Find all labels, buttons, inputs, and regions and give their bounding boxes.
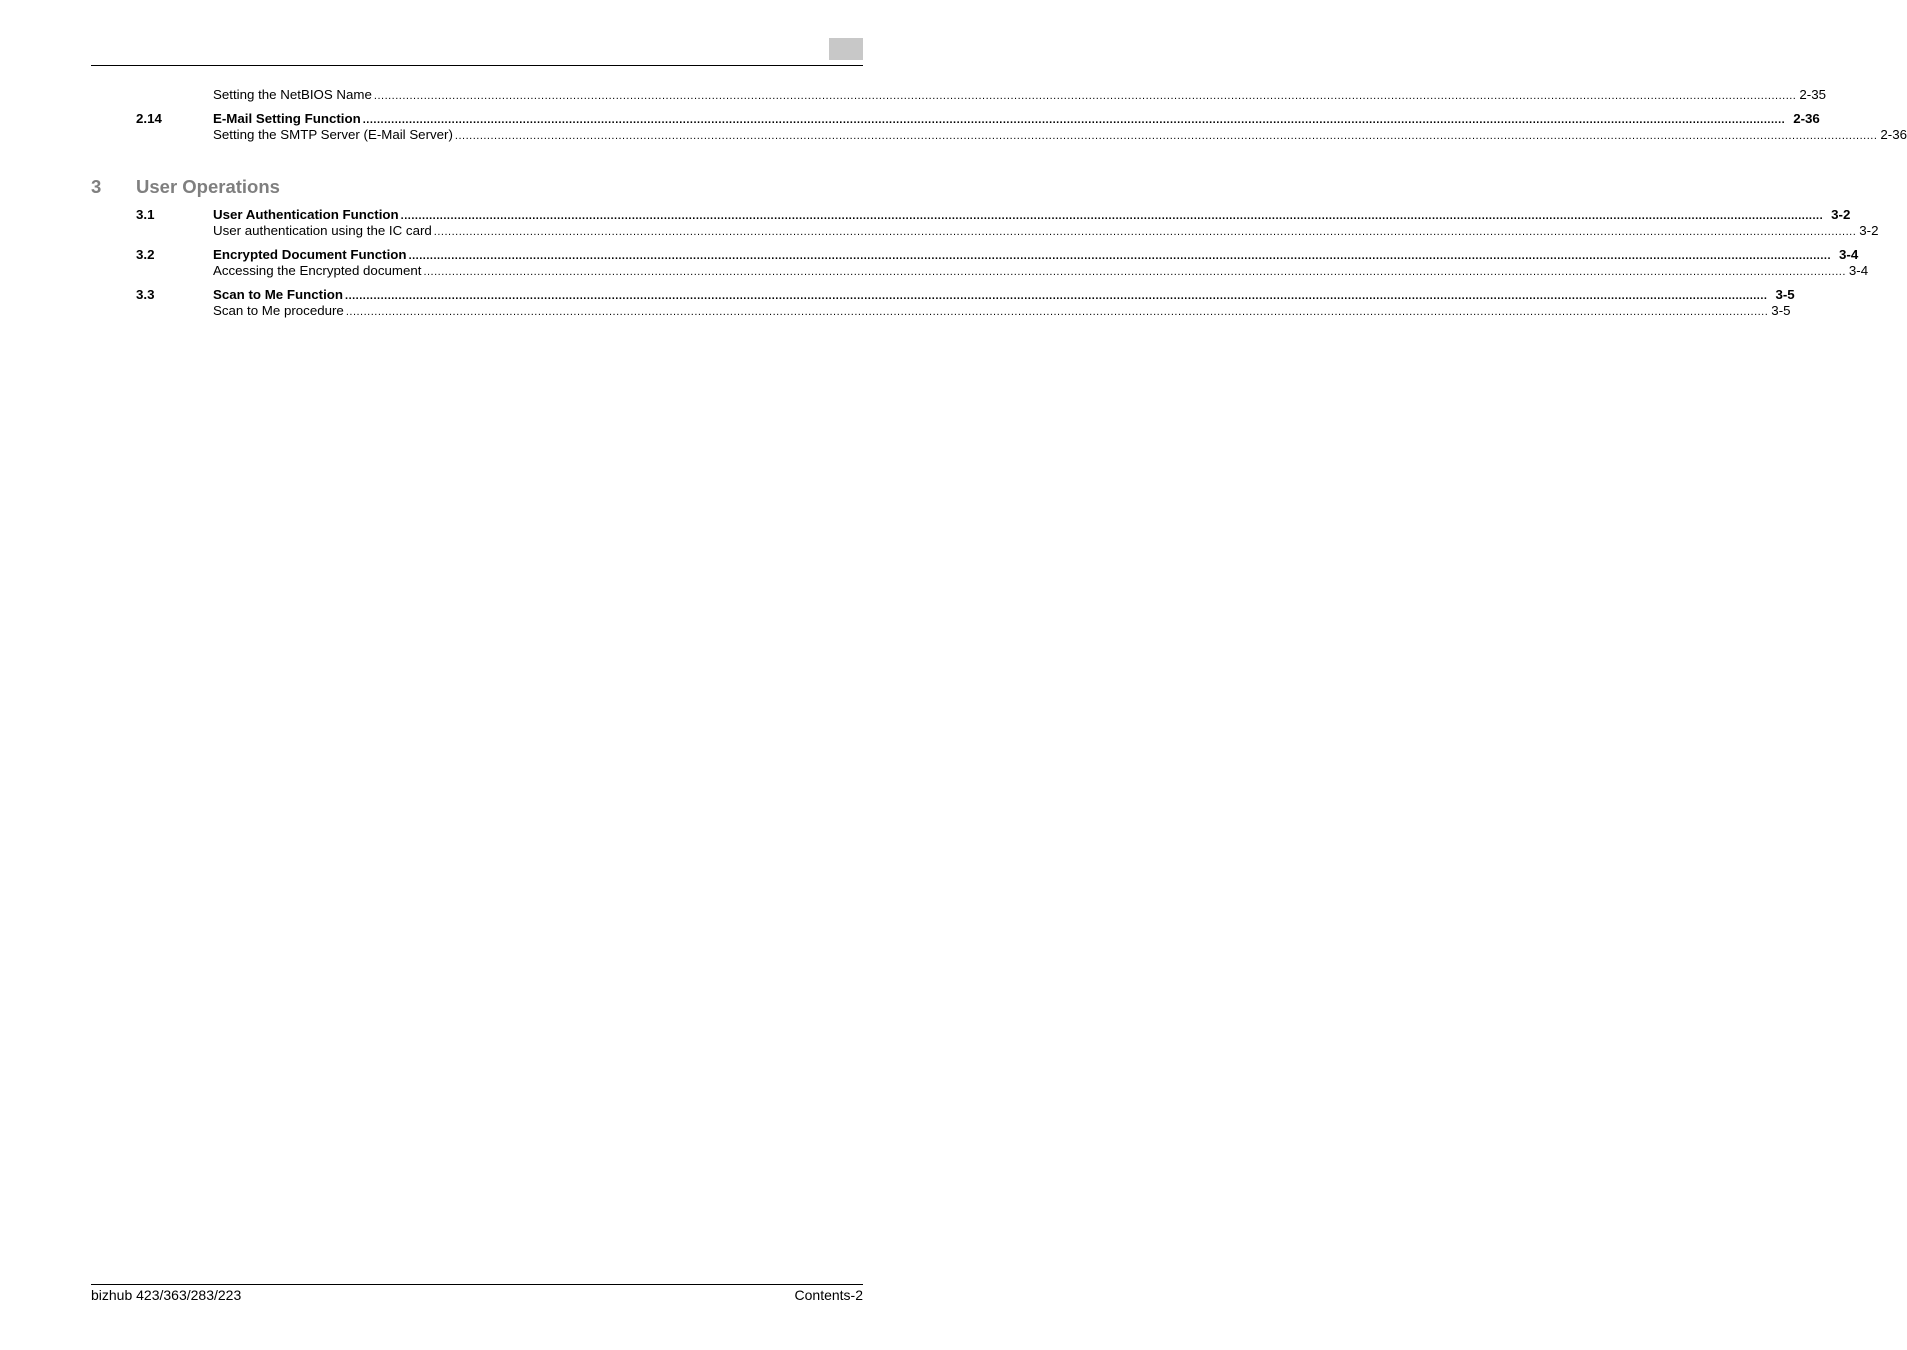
toc-entry-number: 3.1	[136, 207, 155, 222]
toc-section-entry[interactable]	[136, 207, 1851, 223]
toc-entry[interactable]	[136, 87, 1826, 103]
toc-entry-title: Accessing the Encrypted document	[213, 263, 422, 278]
toc-dot-leader: ................................................................................................................................................................................................................................................................................................................................................................................................................	[400, 210, 1824, 222]
footer-page-number: Contents-2	[794, 1287, 863, 1303]
toc-entry-title: Setting the NetBIOS Name	[213, 87, 372, 102]
toc-dot-leader: ................................................................................................................................................................................................................................................................................................................................................................................................................	[423, 266, 1846, 278]
chapter-title: User Operations	[136, 176, 280, 197]
toc-entry-page: 2-36	[1793, 111, 1820, 126]
toc-entry-page: 2-36	[1880, 127, 1907, 142]
toc-entry-page: 3-4	[1848, 263, 1869, 278]
toc-entry-page: 3-2	[1831, 207, 1851, 222]
toc-entry-number: 3.2	[136, 247, 155, 262]
chapter-heading[interactable]	[91, 175, 280, 199]
toc-dot-leader: ................................................................................................................................................................................................................................................................................................................................................................................................................	[433, 226, 1857, 238]
toc-entry-title: Scan to Me Function	[213, 287, 344, 302]
toc-entry-page: 3-5	[1771, 303, 1791, 318]
toc-entry-title: Setting the SMTP Server (E-Mail Server)	[213, 127, 453, 142]
header-tab	[829, 38, 863, 60]
toc-dot-leader: ................................................................................................................................................................................................................................................................................................................................................................................................................	[345, 306, 1769, 318]
toc-entry-title: E-Mail Setting Function	[213, 111, 361, 126]
toc-dot-leader: ................................................................................................................................................................................................................................................................................................................................................................................................................	[345, 290, 1768, 302]
toc-section-entry[interactable]	[136, 247, 1859, 263]
footer-product-name: bizhub 423/363/283/223	[91, 1287, 242, 1303]
toc-dot-leader: ................................................................................................................................................................................................................................................................................................................................................................................................................	[362, 114, 1786, 126]
chapter-number: 3	[91, 176, 102, 197]
toc-entry-page: 3-5	[1775, 287, 1795, 302]
toc-entry-title: User Authentication Function	[213, 207, 399, 222]
toc-entry-title: Encrypted Document Function	[213, 247, 407, 262]
header-rule	[91, 65, 863, 66]
toc-entry[interactable]	[136, 127, 1907, 143]
toc-entry-number: 3.3	[136, 287, 155, 302]
toc-dot-leader: ................................................................................................................................................................................................................................................................................................................................................................................................................	[408, 250, 1832, 262]
toc-section-entry[interactable]	[136, 111, 1820, 127]
toc-entry-number: 2.14	[136, 111, 162, 126]
toc-entry-title: Scan to Me procedure	[213, 303, 344, 318]
toc-section-entry[interactable]	[136, 287, 1795, 303]
toc-entry[interactable]	[136, 263, 1869, 279]
toc-entry-page: 3-2	[1859, 223, 1879, 238]
toc-dot-leader: ................................................................................................................................................................................................................................................................................................................................................................................................................	[373, 90, 1797, 102]
toc-entry[interactable]	[136, 303, 1791, 319]
toc-dot-leader: ................................................................................................................................................................................................................................................................................................................................................................................................................	[454, 130, 1878, 142]
toc-entry-page: 3-4	[1839, 247, 1859, 262]
toc-entry[interactable]	[136, 223, 1879, 239]
footer-rule	[91, 1284, 863, 1285]
toc-entry-page: 2-35	[1799, 87, 1826, 102]
toc-entry-title: User authentication using the IC card	[213, 223, 432, 238]
